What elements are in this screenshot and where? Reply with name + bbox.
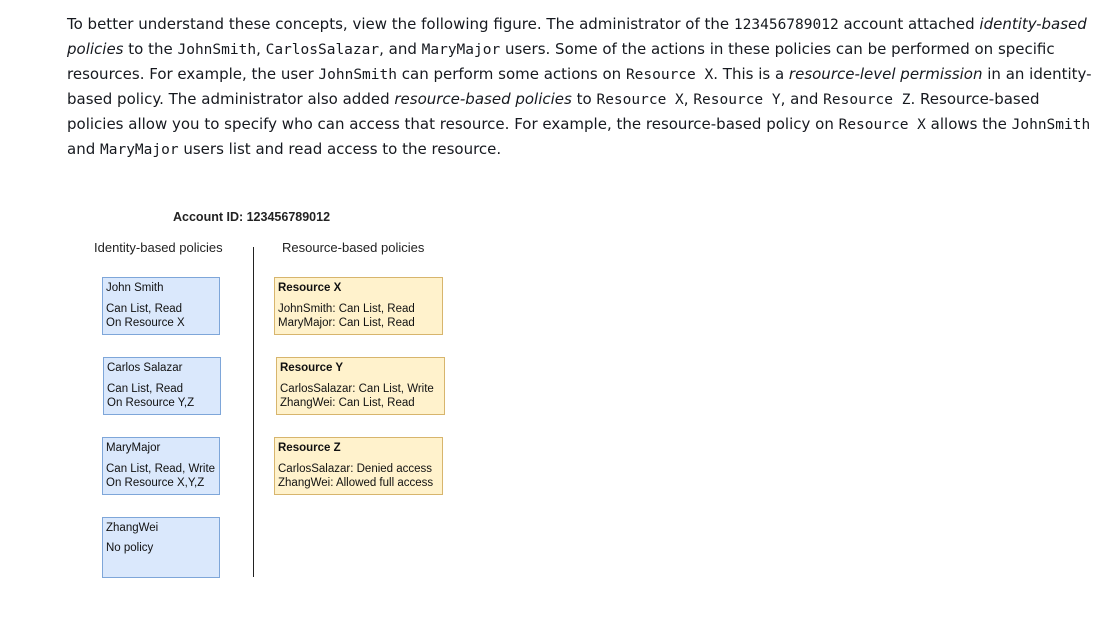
intro-text: , bbox=[256, 40, 266, 58]
user-policy-line: Can List, Read bbox=[106, 303, 183, 315]
intro-text: users list and read access to the resource. bbox=[178, 140, 502, 158]
intro-text: users. Some of the actions in these policies can be performed on specific resources. For example, the user bbox=[67, 40, 1055, 83]
user-policy-line: Can List, Read bbox=[107, 383, 184, 395]
emphasis-resource-based: resource-based policies bbox=[394, 90, 572, 108]
intro-text: , bbox=[683, 90, 694, 108]
user-name: MaryMajor bbox=[106, 442, 161, 454]
code-johnsmith: JohnSmith bbox=[177, 42, 257, 58]
intro-text: . This is a bbox=[713, 65, 789, 83]
column-divider bbox=[253, 247, 254, 577]
resource-name: Resource Y bbox=[280, 362, 344, 374]
code-resource-x: Resource X bbox=[596, 92, 684, 108]
user-policy-line: On Resource X,Y,Z bbox=[106, 477, 205, 489]
intro-text: to the bbox=[123, 40, 178, 58]
user-policy-line: No policy bbox=[106, 542, 154, 554]
code-carlossalazar: CarlosSalazar bbox=[265, 42, 380, 58]
resource-policy-line: MaryMajor: Can List, Read bbox=[278, 317, 415, 329]
intro-paragraph bbox=[67, 12, 1092, 162]
intro-text: To better understand these concepts, view the following figure. The administrator of the bbox=[67, 15, 734, 33]
code-resource-x: Resource X bbox=[625, 67, 714, 83]
resource-policy-box-z bbox=[274, 437, 443, 495]
intro-text: , and bbox=[780, 90, 824, 108]
code-resource-z: Resource Z bbox=[823, 92, 911, 108]
intro-text: and bbox=[67, 140, 100, 158]
user-policy-line: On Resource Y,Z bbox=[107, 397, 195, 409]
resource-policy-line: CarlosSalazar: Denied access bbox=[278, 463, 433, 475]
emphasis-identity-based: identity-based policies bbox=[67, 15, 1087, 58]
resource-policies-header: Resource-based policies bbox=[282, 240, 425, 255]
code-resource-x: Resource X bbox=[838, 117, 926, 133]
emphasis-resource-level: resource-level permission bbox=[788, 65, 983, 83]
intro-text: to bbox=[571, 90, 597, 108]
user-name: ZhangWei bbox=[106, 522, 159, 534]
code-marymajor: MaryMajor bbox=[421, 42, 501, 58]
user-policy-box-zhangwei bbox=[102, 517, 220, 578]
resource-name: Resource X bbox=[278, 282, 342, 294]
resource-policy-box-y bbox=[276, 357, 445, 415]
user-policy-box-marymajor bbox=[102, 437, 220, 495]
resource-name: Resource Z bbox=[278, 442, 341, 454]
intro-text: account attached bbox=[838, 15, 980, 33]
identity-policies-header: Identity-based policies bbox=[94, 240, 223, 255]
resource-policy-line: JohnSmith: Can List, Read bbox=[278, 303, 415, 315]
resource-policy-line: ZhangWei: Can List, Read bbox=[280, 397, 415, 409]
intro-text: allows the bbox=[925, 115, 1012, 133]
resource-policy-line: ZhangWei: Allowed full access bbox=[278, 477, 434, 489]
resource-policy-line: CarlosSalazar: Can List, Write bbox=[280, 383, 434, 395]
user-name: Carlos Salazar bbox=[107, 362, 183, 374]
intro-text: . Resource-based policies allow you to specify who can access that resource. For example, the resource-based policy on bbox=[67, 90, 1040, 133]
resource-policy-box-x bbox=[274, 277, 443, 335]
user-policy-line: On Resource X bbox=[106, 317, 185, 329]
intro-text: can perform some actions on bbox=[396, 65, 626, 83]
user-policy-box-johnsmith bbox=[102, 277, 220, 335]
user-policy-line: Can List, Read, Write bbox=[106, 463, 216, 475]
intro-text: in an identity-based policy. The administrator also added bbox=[67, 65, 1092, 108]
code-account-id: 123456789012 bbox=[733, 17, 839, 33]
intro-text: , and bbox=[379, 40, 422, 58]
user-policy-box-carlossalazar bbox=[103, 357, 221, 415]
code-resource-y: Resource Y bbox=[693, 92, 781, 108]
code-marymajor: MaryMajor bbox=[100, 142, 179, 158]
code-johnsmith: JohnSmith bbox=[318, 67, 397, 83]
code-johnsmith: JohnSmith bbox=[1011, 117, 1091, 133]
account-id-label: Account ID: 123456789012 bbox=[173, 210, 331, 224]
user-name: John Smith bbox=[106, 282, 164, 294]
